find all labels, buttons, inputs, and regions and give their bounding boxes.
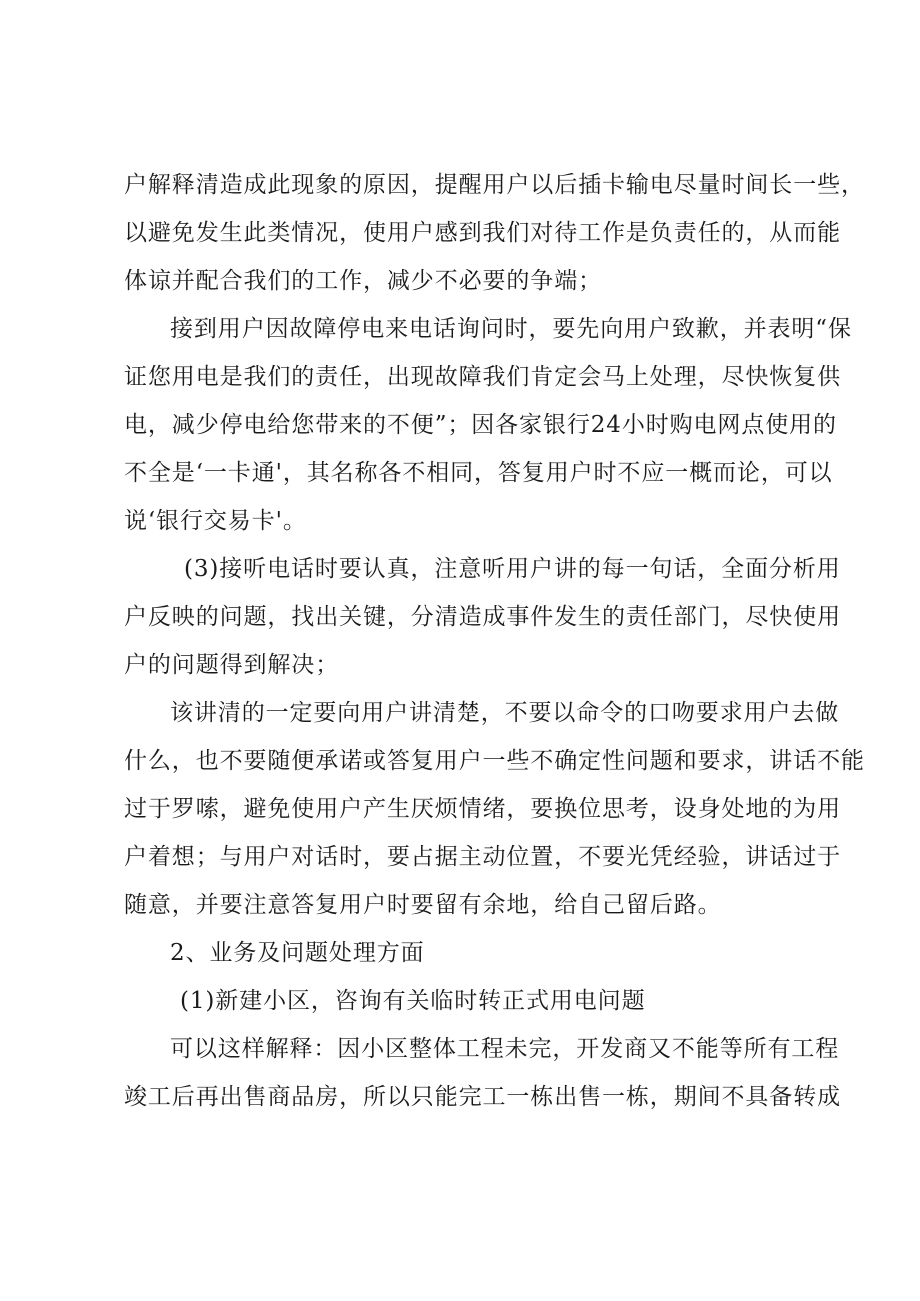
text-line: 以避免发生此类情况，使用户感到我们对待工作是负责任的，从而能 (124, 220, 841, 246)
text-line: 户解释清造成此现象的原因，提醒用户以后插卡输电尽量时间长一些， (124, 172, 865, 198)
text-line: 户反映的问题，找出关键，分清造成事件发生的责任部门，尽快使用 (124, 604, 841, 630)
text-line: 不全是‘一卡通'，其名称各不相同，答复用户时不应一概而论，可以 (124, 460, 833, 486)
paragraph-first-line: 接到用户因故障停电来电话询问时，要先向用户致歉，并表明“保 (170, 316, 852, 342)
section-heading: 2、业务及问题处理方面 (170, 940, 425, 966)
paragraph-first-line: (3)接听电话时要认真，注意听用户讲的每一句话，全面分析用 (184, 556, 841, 582)
text-line: 竣工后再出售商品房，所以只能完工一栋出售一栋，期间不具备转成 (124, 1084, 841, 1110)
text-line: 体谅并配合我们的工作，减少不必要的争端； (124, 268, 602, 294)
text-line: 什么，也不要随便承诺或答复用户一些不确定性问题和要求，讲话不能 (124, 748, 865, 774)
subsection-heading: (1)新建小区，咨询有关临时转正式用电问题 (180, 988, 646, 1014)
text-line: 随意，并要注意答复用户时要留有余地，给自己留后路。 (124, 892, 722, 918)
text-line: 证您用电是我们的责任，出现故障我们肯定会马上处理，尽快恢复供 (124, 364, 841, 390)
text-line: 电，减少停电给您带来的不便”；因各家银行24小时购电网点使用的 (124, 412, 837, 438)
paragraph-first-line: 可以这样解释：因小区整体工程未完，开发商又不能等所有工程 (170, 1036, 840, 1062)
text-line: 户着想；与用户对话时，要占据主动位置，不要光凭经验，讲话过于 (124, 844, 841, 870)
text-line: 过于罗嗦，避免使用户产生厌烦情绪，要换位思考，设身处地的为用 (124, 796, 841, 822)
paragraph-first-line: 该讲清的一定要向用户讲清楚，不要以命令的口吻要求用户去做 (170, 700, 840, 726)
text-line: 说‘银行交易卡'。 (124, 508, 307, 534)
text-line: 户的问题得到解决； (124, 652, 340, 678)
